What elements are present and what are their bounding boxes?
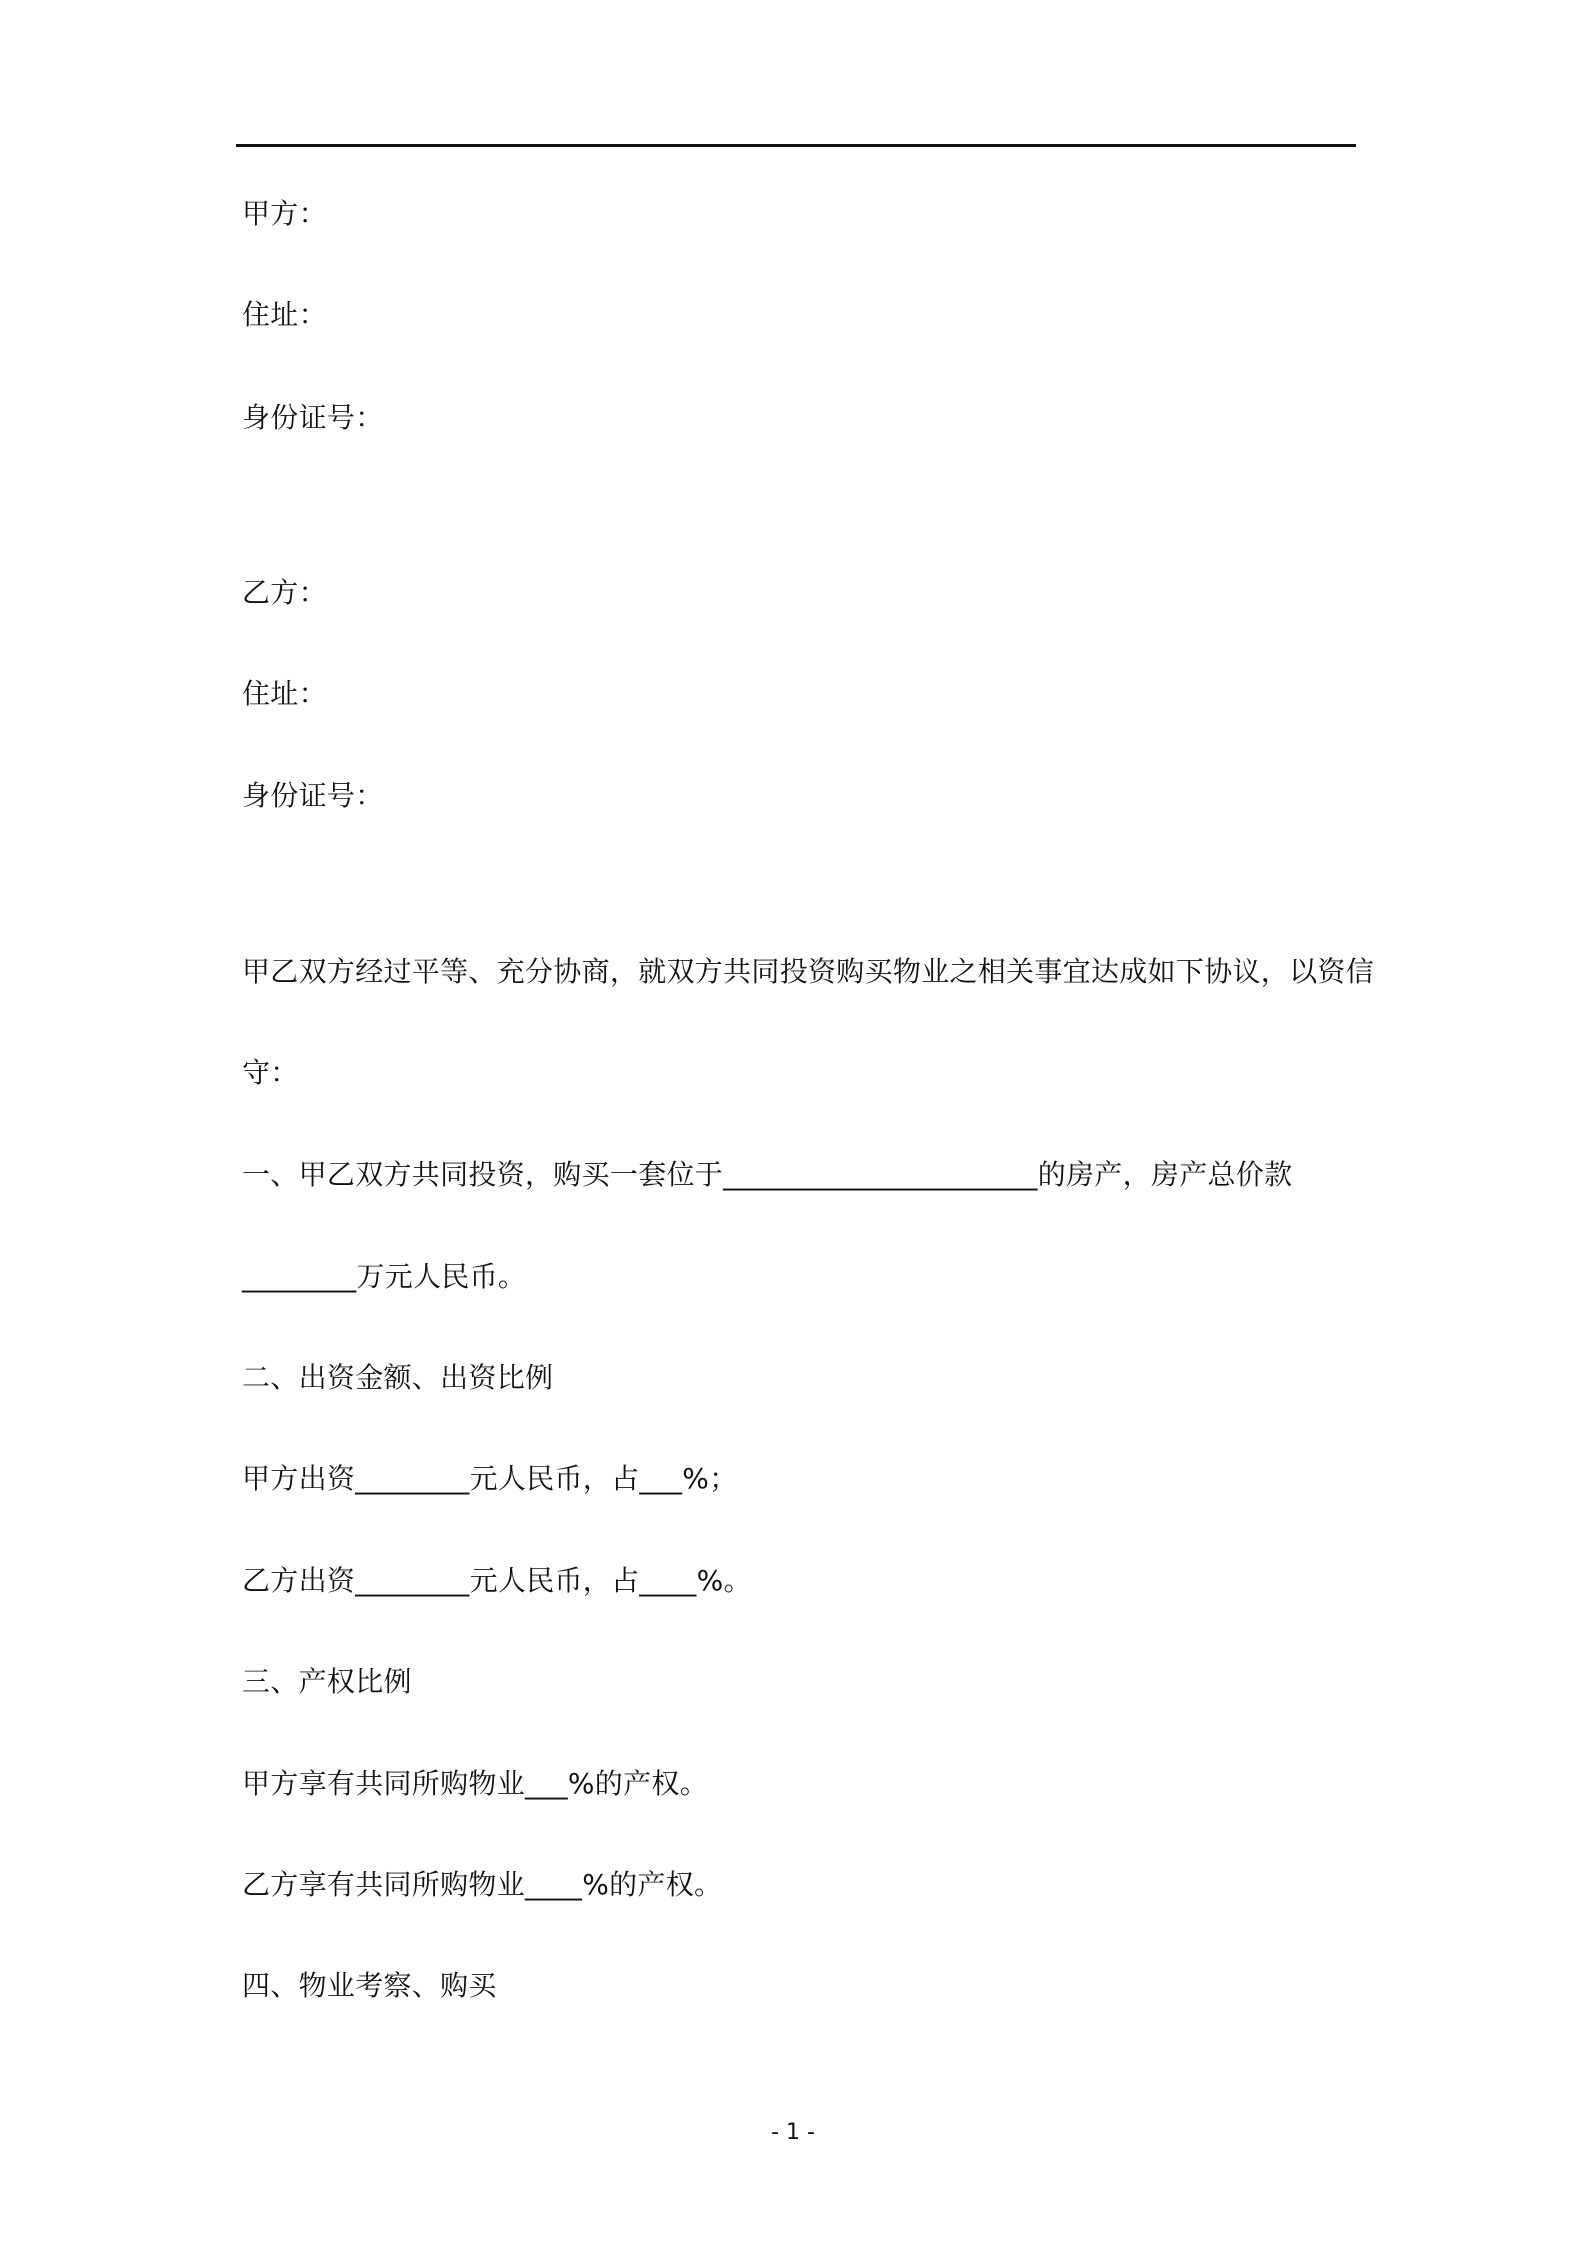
party-a-name-label: 甲方： xyxy=(242,197,327,230)
page-number: - 1 - xyxy=(771,2120,815,2145)
party-a-id-label: 身份证号： xyxy=(242,401,384,434)
party-b-address-label: 住址： xyxy=(242,677,327,710)
clause-2-party-a: 甲方出资________元人民币，占___%； xyxy=(242,1462,738,1495)
clause-2-heading: 二、出资金额、出资比例 xyxy=(242,1361,554,1394)
preamble-line-2: 守： xyxy=(242,1056,299,1089)
header-rule xyxy=(236,144,1356,147)
party-b-id-label: 身份证号： xyxy=(242,779,384,812)
preamble-line-1: 甲乙双方经过平等、充分协商，就双方共同投资购买物业之相关事宜达成如下协议，以资信 xyxy=(242,955,1375,988)
party-a-address-label: 住址： xyxy=(242,298,327,331)
clause-4-heading: 四、物业考察、购买 xyxy=(242,1969,497,2002)
clause-1-line-1: 一、甲乙双方共同投资，购买一套位于______________________的房产，房产总价款 xyxy=(242,1158,1293,1191)
clause-3-party-b: 乙方享有共同所购物业____%的产权。 xyxy=(242,1868,723,1901)
clause-2-party-b: 乙方出资________元人民币，占____%。 xyxy=(242,1564,752,1597)
clause-3-heading: 三、产权比例 xyxy=(242,1665,412,1698)
clause-1-line-2: ________万元人民币。 xyxy=(242,1260,527,1293)
party-b-name-label: 乙方： xyxy=(242,576,327,609)
clause-3-party-a: 甲方享有共同所购物业___%的产权。 xyxy=(242,1767,709,1800)
